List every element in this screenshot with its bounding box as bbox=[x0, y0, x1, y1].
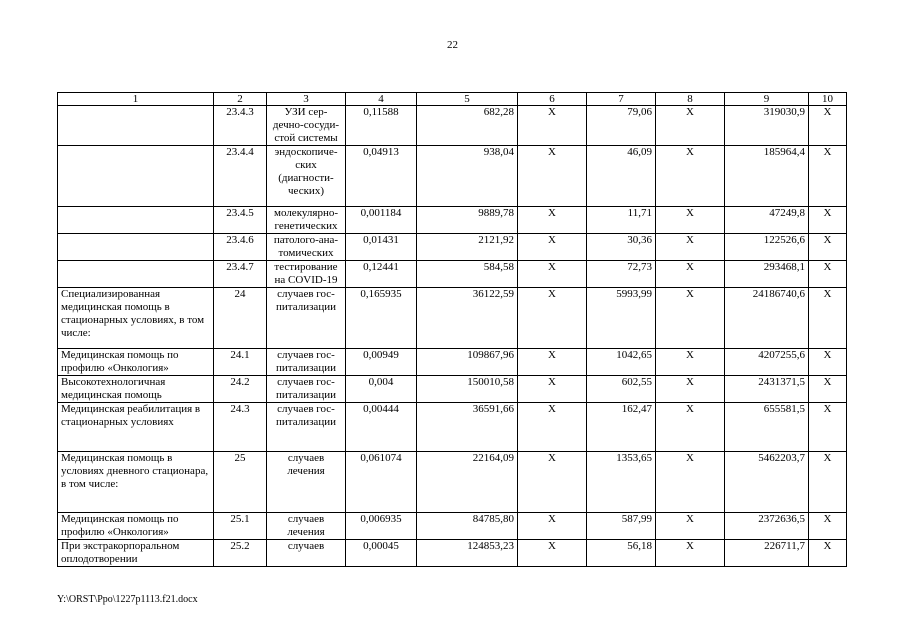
table-cell-c7: 1042,65 bbox=[587, 349, 656, 376]
table-cell-c4: 0,165935 bbox=[346, 288, 417, 349]
table-row bbox=[58, 106, 847, 146]
table-cell-c10: Х bbox=[809, 261, 847, 288]
table-cell-unit: случаев bbox=[267, 540, 346, 567]
column-header: 8 bbox=[656, 93, 725, 106]
table-cell-c5: 584,58 bbox=[417, 261, 518, 288]
table-cell-name: Медицинская помощь по профилю «Онкология» bbox=[58, 513, 214, 540]
column-header: 4 bbox=[346, 93, 417, 106]
table-cell-unit: случаев гос-питализации bbox=[267, 403, 346, 452]
page-number: 22 bbox=[447, 39, 458, 51]
table-cell-c4: 0,004 bbox=[346, 376, 417, 403]
table-cell-c9: 319030,9 bbox=[725, 106, 809, 146]
table-cell-c6: Х bbox=[518, 513, 587, 540]
table-cell-code: 25.2 bbox=[214, 540, 267, 567]
table-cell-code: 23.4.7 bbox=[214, 261, 267, 288]
table-row bbox=[58, 261, 847, 288]
table-row bbox=[58, 207, 847, 234]
table-body bbox=[58, 106, 847, 567]
table-cell-c4: 0,00444 bbox=[346, 403, 417, 452]
column-header: 1 bbox=[58, 93, 214, 106]
table-row bbox=[58, 349, 847, 376]
table-cell-unit: случаев гос-питализации bbox=[267, 376, 346, 403]
table-cell-c10: Х bbox=[809, 207, 847, 234]
table-cell-c4: 0,00949 bbox=[346, 349, 417, 376]
table-row bbox=[58, 403, 847, 452]
table-cell-name: Высокотехнологичная медицинская помощь bbox=[58, 376, 214, 403]
table-cell-c8: Х bbox=[656, 452, 725, 513]
table-cell-c6: Х bbox=[518, 403, 587, 452]
table-cell-name: Специализированная медицинская помощь в стационарных условиях, в том числе: bbox=[58, 288, 214, 349]
table-cell-c4: 0,061074 bbox=[346, 452, 417, 513]
table-cell-c10: Х bbox=[809, 376, 847, 403]
table-cell-c10: Х bbox=[809, 146, 847, 207]
table-cell-c10: Х bbox=[809, 349, 847, 376]
table-cell-code: 23.4.4 bbox=[214, 146, 267, 207]
data-table bbox=[57, 92, 847, 567]
table-cell-c8: Х bbox=[656, 288, 725, 349]
table-cell-c5: 938,04 bbox=[417, 146, 518, 207]
table-cell-name bbox=[58, 106, 214, 146]
column-header: 7 bbox=[587, 93, 656, 106]
table-cell-c4: 0,001184 bbox=[346, 207, 417, 234]
table-cell-c5: 36122,59 bbox=[417, 288, 518, 349]
table-cell-c5: 22164,09 bbox=[417, 452, 518, 513]
table-cell-name bbox=[58, 146, 214, 207]
table-cell-c8: Х bbox=[656, 146, 725, 207]
table-cell-unit: случаев гос-питализации bbox=[267, 349, 346, 376]
table-cell-c8: Х bbox=[656, 513, 725, 540]
table-cell-c5: 2121,92 bbox=[417, 234, 518, 261]
table-cell-c9: 2372636,5 bbox=[725, 513, 809, 540]
table-cell-c9: 185964,4 bbox=[725, 146, 809, 207]
table-cell-c6: Х bbox=[518, 349, 587, 376]
table-cell-unit: случаев лечения bbox=[267, 513, 346, 540]
table-row bbox=[58, 376, 847, 403]
table-cell-c10: Х bbox=[809, 452, 847, 513]
table-cell-c6: Х bbox=[518, 376, 587, 403]
table-cell-name bbox=[58, 261, 214, 288]
table-cell-c7: 46,09 bbox=[587, 146, 656, 207]
table-cell-unit: тестирование на COVID-19 bbox=[267, 261, 346, 288]
table-cell-c7: 72,73 bbox=[587, 261, 656, 288]
table-cell-c7: 602,55 bbox=[587, 376, 656, 403]
column-header: 3 bbox=[267, 93, 346, 106]
table-cell-c8: Х bbox=[656, 403, 725, 452]
table-cell-c6: Х bbox=[518, 288, 587, 349]
table-cell-c4: 0,00045 bbox=[346, 540, 417, 567]
table-cell-name bbox=[58, 234, 214, 261]
table-cell-c5: 124853,23 bbox=[417, 540, 518, 567]
table-cell-c7: 11,71 bbox=[587, 207, 656, 234]
table-cell-c6: Х bbox=[518, 106, 587, 146]
table-cell-c9: 293468,1 bbox=[725, 261, 809, 288]
table-cell-c9: 47249,8 bbox=[725, 207, 809, 234]
table-cell-c10: Х bbox=[809, 288, 847, 349]
document-file-path: Y:\ORST\Ppo\1227p1113.f21.docx bbox=[57, 594, 198, 605]
table-cell-c8: Х bbox=[656, 376, 725, 403]
table-cell-c9: 122526,6 bbox=[725, 234, 809, 261]
table-cell-c7: 587,99 bbox=[587, 513, 656, 540]
table-cell-c8: Х bbox=[656, 234, 725, 261]
table-cell-unit: случаев лечения bbox=[267, 452, 346, 513]
table-cell-c9: 4207255,6 bbox=[725, 349, 809, 376]
table-cell-unit: эндоскопиче-ских (диагности-ческих) bbox=[267, 146, 346, 207]
table-cell-c7: 30,36 bbox=[587, 234, 656, 261]
table-cell-c6: Х bbox=[518, 261, 587, 288]
table-cell-c10: Х bbox=[809, 106, 847, 146]
table-cell-c6: Х bbox=[518, 452, 587, 513]
table-cell-c9: 5462203,7 bbox=[725, 452, 809, 513]
table-cell-name bbox=[58, 207, 214, 234]
table-cell-code: 23.4.6 bbox=[214, 234, 267, 261]
table-cell-c4: 0,006935 bbox=[346, 513, 417, 540]
table-cell-c6: Х bbox=[518, 207, 587, 234]
table-cell-code: 25.1 bbox=[214, 513, 267, 540]
table-cell-c6: Х bbox=[518, 540, 587, 567]
table-row bbox=[58, 452, 847, 513]
table-cell-c8: Х bbox=[656, 106, 725, 146]
table-cell-c9: 226711,7 bbox=[725, 540, 809, 567]
table-cell-c8: Х bbox=[656, 207, 725, 234]
table-cell-c6: Х bbox=[518, 234, 587, 261]
table-cell-c10: Х bbox=[809, 513, 847, 540]
table-cell-code: 25 bbox=[214, 452, 267, 513]
table-row bbox=[58, 540, 847, 567]
table-cell-c8: Х bbox=[656, 349, 725, 376]
table-cell-c10: Х bbox=[809, 540, 847, 567]
table-cell-code: 24.3 bbox=[214, 403, 267, 452]
table-cell-unit: случаев гос-питализации bbox=[267, 288, 346, 349]
column-header: 10 bbox=[809, 93, 847, 106]
column-header: 5 bbox=[417, 93, 518, 106]
table-cell-c4: 0,11588 bbox=[346, 106, 417, 146]
table-cell-c8: Х bbox=[656, 261, 725, 288]
table-cell-c7: 162,47 bbox=[587, 403, 656, 452]
table-header-row bbox=[58, 93, 847, 106]
table-cell-name: Медицинская реабилитация в стационарных условиях bbox=[58, 403, 214, 452]
table-cell-name: Медицинская помощь по профилю «Онкология» bbox=[58, 349, 214, 376]
table-cell-c8: Х bbox=[656, 540, 725, 567]
table-cell-name: Медицинская помощь в условиях дневного стационара, в том числе: bbox=[58, 452, 214, 513]
table-cell-c5: 9889,78 bbox=[417, 207, 518, 234]
table-cell-unit: патолого-ана-томических bbox=[267, 234, 346, 261]
table-cell-c9: 2431371,5 bbox=[725, 376, 809, 403]
table-cell-c7: 5993,99 bbox=[587, 288, 656, 349]
table-cell-c7: 1353,65 bbox=[587, 452, 656, 513]
table-cell-c5: 36591,66 bbox=[417, 403, 518, 452]
table-cell-c7: 56,18 bbox=[587, 540, 656, 567]
table-cell-c5: 109867,96 bbox=[417, 349, 518, 376]
table-cell-c4: 0,01431 bbox=[346, 234, 417, 261]
table-row bbox=[58, 288, 847, 349]
table-cell-c9: 24186740,6 bbox=[725, 288, 809, 349]
table-cell-unit: УЗИ сер-дечно-сосуди-стой системы bbox=[267, 106, 346, 146]
table-cell-c7: 79,06 bbox=[587, 106, 656, 146]
table-cell-code: 24 bbox=[214, 288, 267, 349]
table-row bbox=[58, 234, 847, 261]
column-header: 6 bbox=[518, 93, 587, 106]
table-cell-c10: Х bbox=[809, 403, 847, 452]
table-cell-c4: 0,12441 bbox=[346, 261, 417, 288]
table-cell-c10: Х bbox=[809, 234, 847, 261]
table-row bbox=[58, 513, 847, 540]
table-cell-code: 23.4.3 bbox=[214, 106, 267, 146]
table-cell-c6: Х bbox=[518, 146, 587, 207]
table-cell-c4: 0,04913 bbox=[346, 146, 417, 207]
table-cell-c9: 655581,5 bbox=[725, 403, 809, 452]
table-cell-c5: 84785,80 bbox=[417, 513, 518, 540]
table-cell-c5: 150010,58 bbox=[417, 376, 518, 403]
column-header: 2 bbox=[214, 93, 267, 106]
table-cell-code: 23.4.5 bbox=[214, 207, 267, 234]
table-cell-unit: молекулярно-генетических bbox=[267, 207, 346, 234]
table-cell-code: 24.2 bbox=[214, 376, 267, 403]
table-cell-c5: 682,28 bbox=[417, 106, 518, 146]
table-cell-name: При экстракорпоральном оплодотворении bbox=[58, 540, 214, 567]
table-cell-code: 24.1 bbox=[214, 349, 267, 376]
column-header: 9 bbox=[725, 93, 809, 106]
table-row bbox=[58, 146, 847, 207]
